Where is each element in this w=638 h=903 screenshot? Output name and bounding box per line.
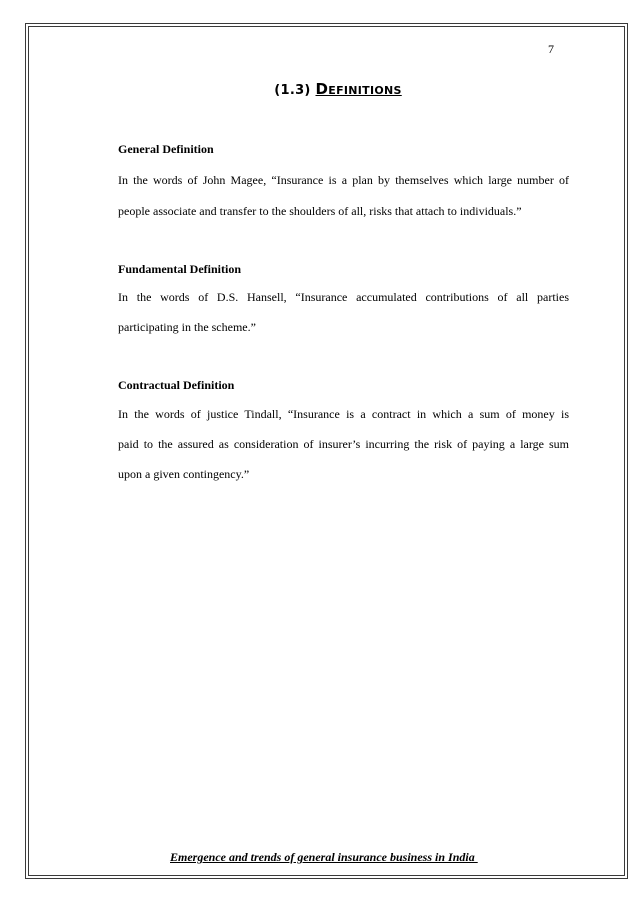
page-number: 7 [548,42,554,56]
heading-number: (1.3) [274,83,311,98]
contractual-definition-line-2: paid to the assured as consideration of insurer’s incurring the risk of paying a large sum [118,437,569,451]
general-definition-line-2: people associate and transfer to the shoulders of all, risks that attach to individuals.” [118,204,522,218]
contractual-definition-line-1: In the words of justice Tindall, “Insurance is a contract in which a sum of money is [118,407,569,421]
heading-title: Definitions [315,80,402,98]
general-definition-title: General Definition [118,142,214,156]
fundamental-definition-title: Fundamental Definition [118,262,242,276]
contractual-definition-line-3: upon a given contingency.” [118,467,250,481]
fundamental-definition-line-1: In the words of D.S. Hansell, “Insurance accumulated contributions of all parties [118,290,569,304]
footer-title: Emergence and trends of general insurance business in India [170,850,478,864]
fundamental-definition-line-2: participating in the scheme.” [118,320,256,334]
contractual-definition-title: Contractual Definition [118,378,235,392]
general-definition-line-1: In the words of John Magee, “Insurance is a plan by themselves which large number of [118,173,569,187]
section-heading [0,80,638,98]
